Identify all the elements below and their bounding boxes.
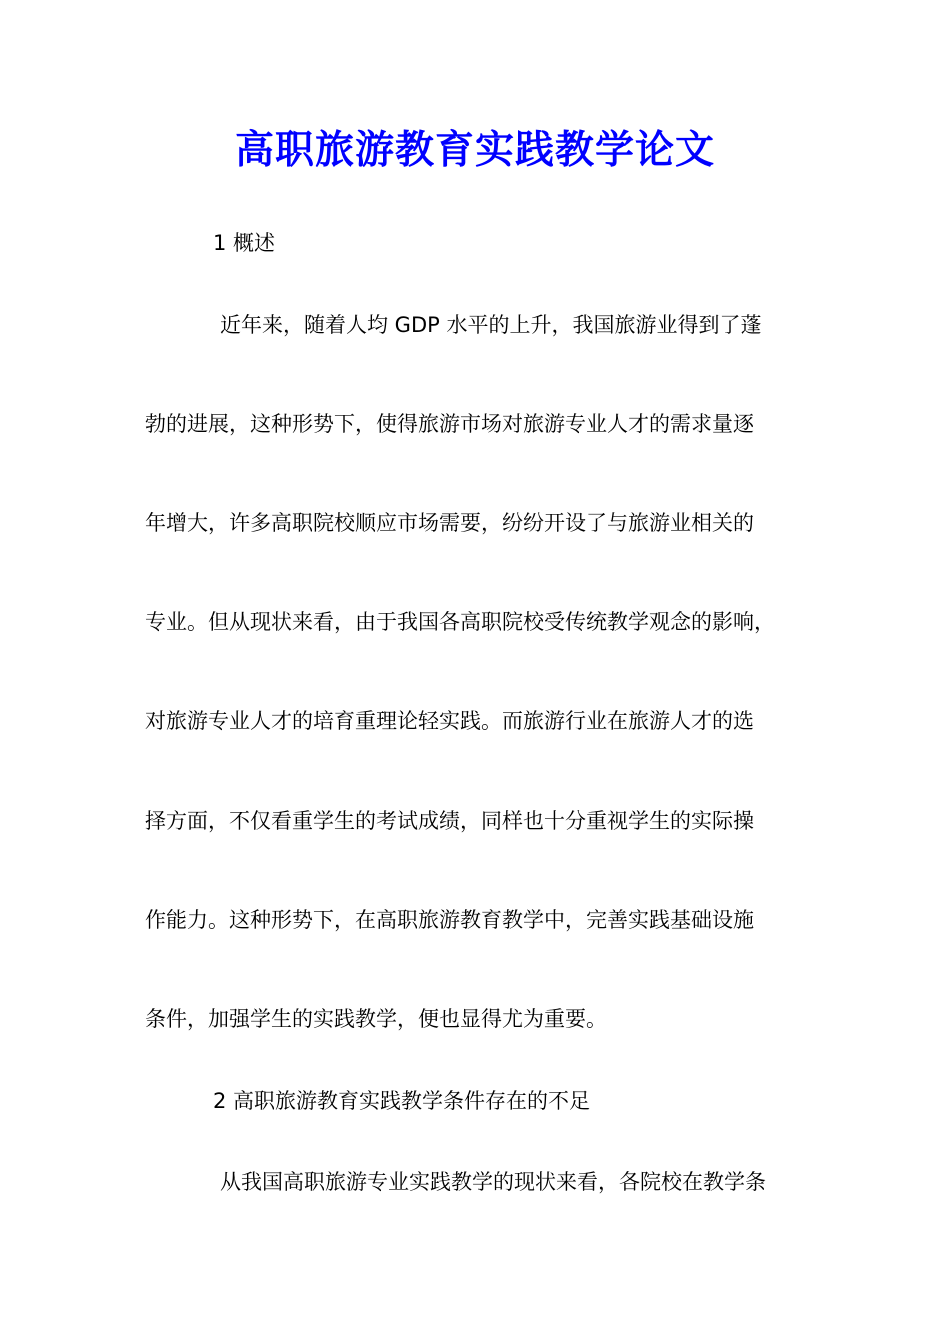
paragraph-line: 择方面，不仅看重学生的考试成绩，同样也十分重视学生的实际操 [145, 809, 754, 833]
section-heading-1: 1 概述 [213, 231, 276, 255]
paragraph-line: 勃的进展，这种形势下，使得旅游市场对旅游专业人才的需求量逐 [145, 412, 754, 436]
paragraph-line: 年增大，许多高职院校顺应市场需要，纷纷开设了与旅游业相关的 [145, 511, 754, 535]
paragraph-line: 近年来，随着人均 GDP 水平的上升，我国旅游业得到了蓬 [220, 313, 762, 337]
paragraph-line: 对旅游专业人才的培育重理论轻实践。而旅游行业在旅游人才的选 [145, 709, 754, 733]
paragraph-line: 专业。但从现状来看，由于我国各高职院校受传统教学观念的影响， [145, 610, 775, 634]
paragraph-line: 从我国高职旅游专业实践教学的现状来看，各院校在教学条 [220, 1170, 766, 1194]
document-title: 高职旅游教育实践教学论文 [234, 127, 715, 173]
section-heading-2: 2 高职旅游教育实践教学条件存在的不足 [213, 1089, 591, 1113]
paragraph-line: 条件，加强学生的实践教学，便也显得尤为重要。 [145, 1007, 607, 1031]
paragraph-line: 作能力。这种形势下，在高职旅游教育教学中，完善实践基础设施 [145, 908, 754, 932]
